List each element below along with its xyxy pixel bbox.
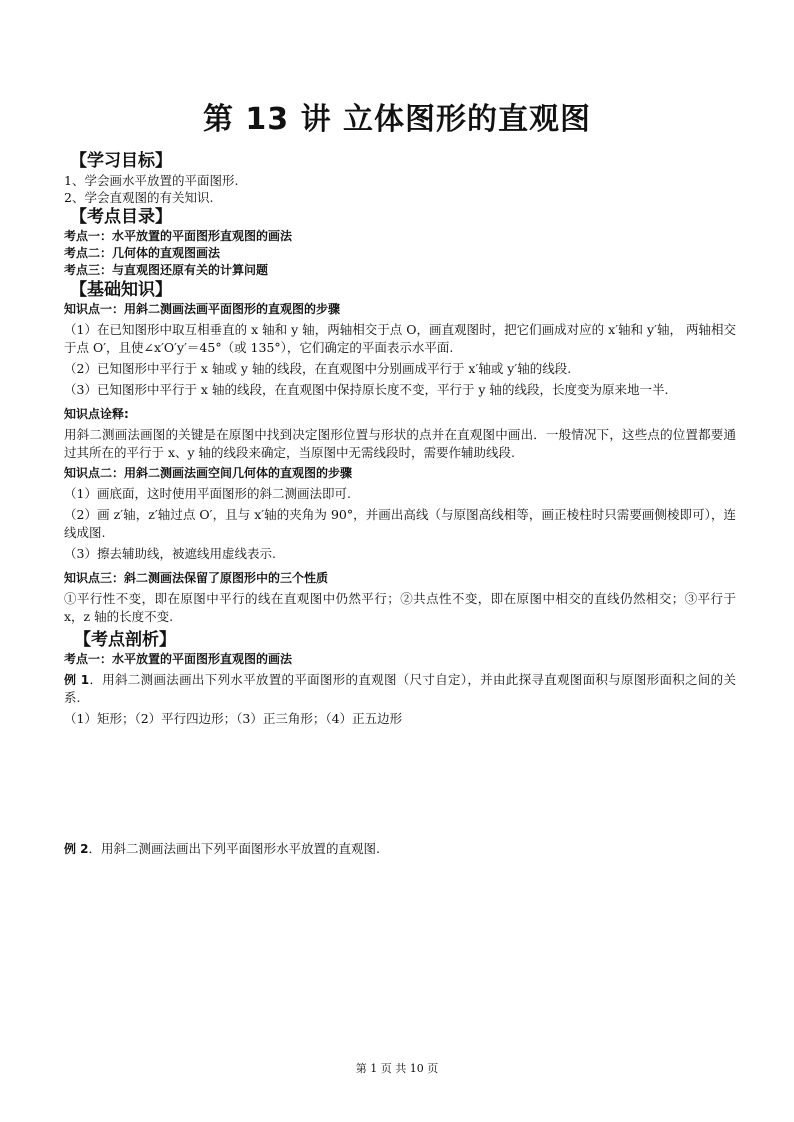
goal-item: 2、学会直观图的有关知识. (64, 190, 214, 205)
knowledge-point-2-heading: 知识点二：用斜二测画法画空间几何体的直观图的步骤 (64, 466, 353, 480)
catalog-item: 考点三：与直观图还原有关的计算问题 (64, 263, 269, 277)
knowledge-point-3-text: ①平行性不变，即在原图中平行的线在直观图中仍然平行；②共点性不变，即在原图中相交的直线仍然相交；③平行于 x，z 轴的长度不变. (64, 591, 736, 624)
note-text: 用斜二测画法画图的关键是在原图中找到决定图形位置与形状的点并在直观图中画出．一般情况下，这些点的位置都要通过其所在的平行于 x、y 轴的线段来确定，当原图中无需线段时，需要作辅助线段. (64, 427, 736, 460)
knowledge-point-2-step-2: （2）画 z′轴，z′轴过点 O′，且与 x′轴的夹角为 90°，并画出高线（与原图高线相等，画正棱柱时只需要画侧棱即可），连线成图. (64, 507, 736, 540)
example-2-label: 例 2 (64, 842, 89, 856)
example-2 (64, 840, 736, 858)
knowledge-point-1-heading: 知识点一：用斜二测画法画平面图形的直观图的步骤 (64, 302, 341, 316)
catalog-item: 考点二：几何体的直观图画法 (64, 246, 221, 260)
knowledge-point-1-step-3: （3）已知图形中平行于 x 轴的线段，在直观图中保持原长度不变，平行于 y 轴的线段，长度变为原来地一半. (64, 382, 669, 397)
knowledge-point-1-step-2: （2）已知图形中平行于 x 轴或 y 轴的线段，在直观图中分别画成平行于 x′轴或 y′轴的线段. (64, 361, 572, 376)
knowledge-point-1-step-1: （1）在已知图形中取互相垂直的 x 轴和 y 轴，两轴相交于点 O，画直观图时，把它们画成对应的 x′轴和 y′轴， 两轴相交于点 O′，且使∠x′O′y′＝45°（或 135°），它们确定的平面表示水平面. (64, 322, 736, 355)
page-footer: 第 1 页 共 10 页 (355, 1062, 439, 1075)
page-title: 第 13 讲 立体图形的直观图 (202, 102, 592, 137)
example-1 (64, 671, 736, 707)
analysis-topic-1: 考点一：水平放置的平面图形直观图的画法 (64, 652, 293, 666)
example-1-label: 例 1 (64, 673, 90, 687)
note-heading: 知识点诠释: (64, 407, 129, 421)
section-goals-heading: 【学习目标】 (70, 151, 172, 171)
section-catalog-heading: 【考点目录】 (70, 207, 172, 227)
section-basics-heading: 【基础知识】 (70, 280, 172, 300)
example-2-text: ．用斜二测画法画出下列平面图形水平放置的直观图. (88, 841, 381, 856)
catalog-item: 考点一：水平放置的平面图形直观图的画法 (64, 229, 293, 243)
knowledge-point-2-step-3: （3）擦去辅助线，被遮线用虚线表示. (64, 546, 276, 561)
example-1-text: ．用斜二测画法画出下列水平放置的平面图形的直观图（尺寸自定），并由此探寻直观图面积与原图形面积之间的关系. (64, 672, 736, 705)
content-body (64, 150, 736, 861)
example-1-items: （1）矩形；（2）平行四边形；（3）正三角形；（4）正五边形 (64, 711, 403, 726)
goal-item: 1、学会画水平放置的平面图形. (64, 173, 239, 188)
section-analysis-heading: 【考点剖析】 (74, 630, 176, 650)
knowledge-point-3-heading: 知识点三：斜二测画法保留了原图形中的三个性质 (64, 571, 329, 585)
knowledge-point-2-step-1: （1）画底面，这时使用平面图形的斜二测画法即可. (64, 486, 351, 501)
